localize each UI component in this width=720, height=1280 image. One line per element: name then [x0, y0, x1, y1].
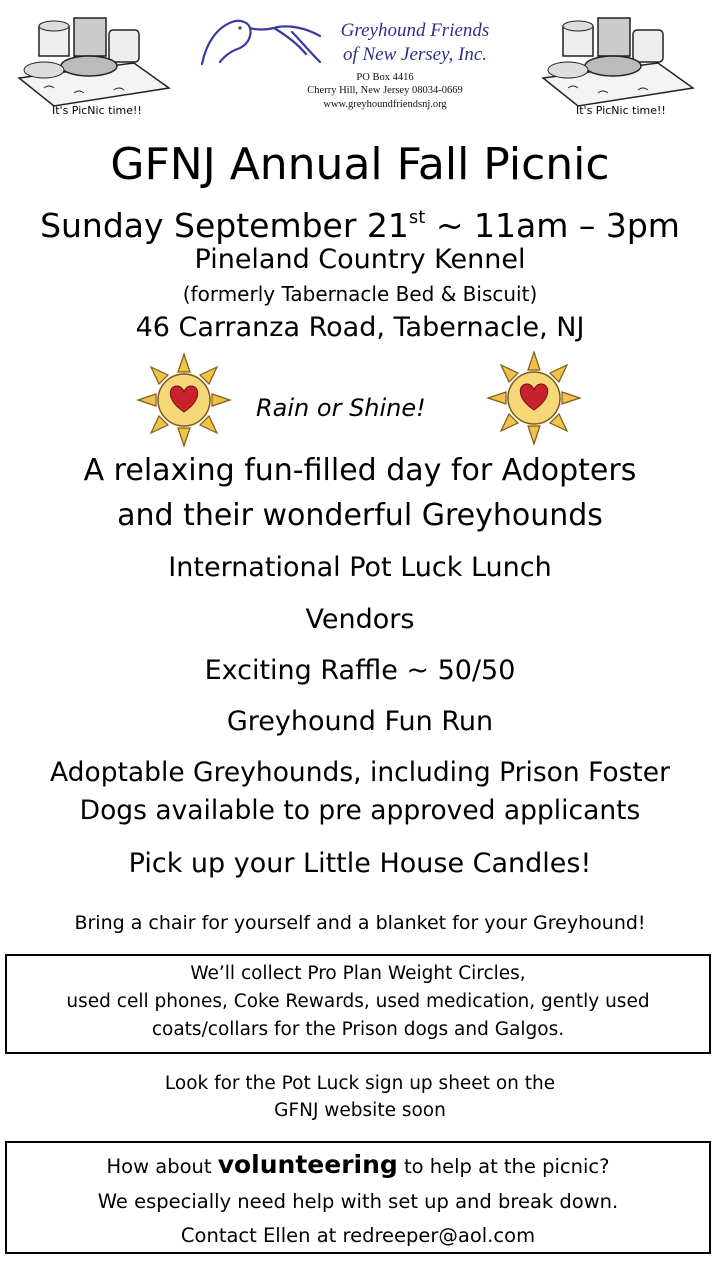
activity-potluck: International Pot Luck Lunch	[168, 552, 552, 583]
tagline-line-2: and their wonderful Greyhounds	[117, 498, 603, 533]
activity-vendors: Vendors	[305, 604, 415, 635]
event-venue: Pineland Country Kennel	[194, 244, 526, 275]
date-ordinal: st	[408, 207, 426, 228]
potluck-line-1: Look for the Pot Luck sign up sheet on the	[164, 1073, 556, 1094]
sun-heart-icon-right	[486, 350, 582, 446]
potluck-line-2: GFNJ website soon	[274, 1100, 446, 1121]
picnic-clipart-left	[14, 8, 174, 120]
collect-line-3: coats/collars for the Prison dogs and Galgos.	[151, 1019, 565, 1040]
adoptable-line-1: Adoptable Greyhounds, including Prison Foster	[50, 757, 670, 788]
org-city: Cherry Hill, New Jersey 08034-0669	[307, 85, 463, 96]
volunteer-contact: Contact Ellen at redreeper@aol.com	[180, 1224, 536, 1247]
event-date: Sunday September 21	[40, 206, 409, 245]
volunteer-post: to help at the picnic?	[397, 1155, 610, 1178]
candles-note: Pick up your Little House Candles!	[128, 848, 592, 879]
volunteer-bold: volunteering	[217, 1150, 398, 1179]
org-website: www.greyhoundfriendsnj.org	[323, 99, 447, 110]
activity-raffle: Exciting Raffle ~ 50/50	[204, 655, 516, 686]
venue-former-name: (formerly Tabernacle Bed & Biscuit)	[182, 282, 538, 306]
volunteer-line-1	[7, 1147, 709, 1185]
event-address: 46 Carranza Road, Tabernacle, NJ	[135, 312, 585, 343]
chair-blanket-note: Bring a chair for yourself and a blanket for your Greyhound!	[74, 912, 646, 934]
collect-line-1: We’ll collect Pro Plan Weight Circles,	[190, 963, 526, 984]
org-name-line-1: Greyhound Friends	[340, 20, 490, 41]
volunteer-box	[5, 1141, 711, 1254]
sun-heart-icon-left	[136, 352, 232, 448]
rain-or-shine: Rain or Shine!	[256, 394, 426, 422]
adoptable-line-2: Dogs available to pre approved applicants	[79, 795, 641, 826]
activity-fun-run: Greyhound Fun Run	[226, 706, 494, 737]
volunteer-pre: How about	[106, 1155, 218, 1178]
collect-line-2: used cell phones, Coke Rewards, used medication, gently used	[66, 991, 650, 1012]
volunteer-line-2: We especially need help with set up and break down.	[97, 1190, 619, 1213]
picnic-basket-icon	[538, 8, 698, 108]
picnic-clipart-right	[538, 8, 698, 120]
clipart-caption-left: It's PicNic time!!	[52, 104, 142, 117]
clipart-caption-right: It's PicNic time!!	[576, 104, 666, 117]
tagline-line-1: A relaxing fun-filled day for Adopters	[83, 453, 637, 488]
picnic-basket-icon	[14, 8, 174, 108]
event-title: GFNJ Annual Fall Picnic	[110, 139, 610, 190]
po-box: PO Box 4416	[356, 72, 414, 83]
collection-box	[5, 954, 711, 1054]
event-time: ~ 11am – 3pm	[425, 206, 680, 245]
org-name-line-2: of New Jersey, Inc.	[342, 44, 488, 65]
event-date-time	[0, 198, 720, 246]
